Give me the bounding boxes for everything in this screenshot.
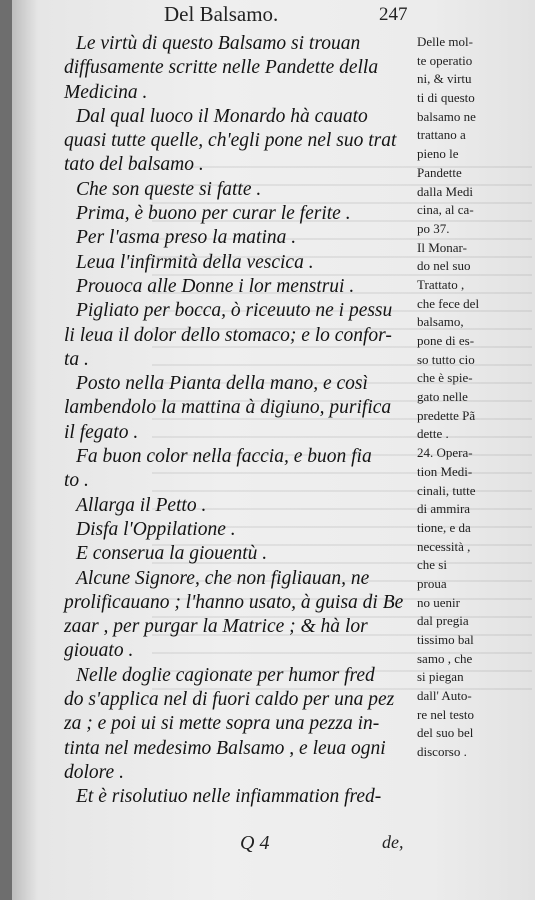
catchword: de, [382, 832, 404, 852]
margin-note-line: te operatio [417, 52, 473, 68]
margin-note-line: dette . [417, 426, 449, 442]
page-header [24, 2, 524, 32]
margin-note-line: dal pregia [417, 613, 469, 629]
margin-note-line: proua [417, 575, 447, 591]
margin-note-line: ti di questo [417, 90, 475, 106]
text-line: Disfa l'Oppilatione . [76, 518, 236, 540]
text-line: Pigliato per bocca, ò riceuuto ne i pessu [76, 300, 393, 322]
text-line: Prouoca alle Donne i lor menstrui . [76, 275, 355, 297]
running-title: Del Balsamo. [164, 2, 279, 26]
margin-note-line: del suo bel [417, 725, 474, 741]
margin-note-line: balsamo ne [417, 108, 476, 124]
margin-note-line: che fece del [417, 295, 480, 311]
margin-note-line: dalla Medi [417, 183, 473, 199]
book-page [12, 0, 535, 900]
margin-note-line: re nel testo [417, 706, 475, 722]
marginal-note [417, 33, 532, 762]
margin-note-line: cinali, tutte [417, 482, 476, 498]
margin-note-line: che è spie- [417, 370, 473, 386]
margin-note-line: 24. Opera- [417, 445, 473, 461]
text-line: do s'applica nel di fuori caldo per una pez [64, 689, 395, 711]
text-line: Leua l'infirmità della vescica . [76, 251, 314, 273]
margin-note-line: balsamo, [417, 314, 464, 330]
margin-note-line: po 37. [417, 220, 450, 236]
text-line: Le virtù di questo Balsamo si trouan [76, 33, 361, 54]
text-line: E conserua la giouentù . [76, 543, 268, 565]
text-line: il fegato . [64, 421, 139, 443]
text-line: lambendolo la mattina à digiuno, purifica [64, 397, 392, 419]
text-line: zaar , per purgar la Matrice ; & hà lor [64, 616, 368, 638]
margin-note-line: predette Pã [417, 407, 476, 423]
text-line: Alcune Signore, che non figliauan, ne [76, 567, 370, 589]
text-line: Allarga il Petto . [76, 494, 207, 516]
text-line: dolore . [64, 761, 124, 783]
text-line: Nelle doglie cagionate per humor fred [76, 664, 375, 686]
margin-note-line: ni, & virtu [417, 71, 472, 87]
margin-note-line: pone di es- [417, 333, 475, 348]
signature-mark: Q 4 [240, 832, 270, 854]
text-line: li leua il dolor dello stomaco; e lo confor- [64, 324, 392, 346]
margin-note-line: Il Monar- [417, 239, 467, 255]
margin-note-line: pieno le [417, 146, 459, 162]
margin-note-line: cina, al ca- [417, 202, 474, 218]
margin-note-line: discorso . [417, 744, 467, 760]
margin-note-line: trattano a [417, 127, 466, 143]
text-line: Dal qual luoco il Monardo hà cauato [76, 105, 368, 127]
page-number: 247 [379, 4, 408, 25]
text-line: diffusamente scritte nelle Pandette della [64, 57, 379, 79]
margin-note-line: so tutto cio [417, 351, 475, 367]
text-line: za ; e poi ui si mette sopra una pezza in- [64, 713, 380, 735]
margin-note-line: tion Medi- [417, 463, 473, 479]
margin-note-line: tione, e da [417, 519, 471, 535]
margin-note-line: di ammira [417, 501, 471, 517]
text-line: ta . [64, 348, 89, 370]
margin-note-line: Delle mol- [417, 34, 473, 49]
text-line: quasi tutte quelle, ch'egli pone nel suo trat [64, 130, 397, 152]
text-line: Prima, è buono per curar le ferite . [76, 203, 351, 225]
margin-note-line: gato nelle [417, 389, 468, 405]
text-line: Et è risolutiuo nelle infiammation fred- [76, 786, 382, 808]
text-line: Per l'asma preso la matina . [76, 227, 297, 249]
text-line: Fa buon color nella faccia, e buon fia [76, 446, 372, 468]
main-text-column [64, 32, 424, 810]
margin-note-line: do nel suo [417, 258, 471, 274]
margin-note-line: tissimo bal [417, 632, 474, 647]
text-line: prolificauano ; l'hanno usato, à guisa di Be [64, 591, 404, 613]
margin-note-line: si piegan [417, 669, 464, 685]
text-line: tato del balsamo . [64, 154, 204, 176]
margin-note-line: necessità , [417, 538, 471, 554]
text-line: giouato . [64, 640, 134, 662]
margin-note-line: che si [417, 557, 447, 573]
text-line: tinta nel medesimo Balsamo , e leua ogni [64, 737, 386, 759]
margin-note-line: no uenir [417, 594, 460, 610]
text-line: to . [64, 470, 89, 492]
text-line: Che son queste si fatte . [76, 178, 262, 200]
margin-note-line: samo , che [417, 650, 473, 666]
text-line: Posto nella Pianta della mano, e così [76, 373, 368, 395]
margin-note-line: Pandette [417, 164, 462, 180]
text-line: Medicina . [64, 81, 148, 103]
margin-note-line: Trattato , [417, 276, 465, 292]
margin-note-line: dall' Auto- [417, 688, 472, 704]
